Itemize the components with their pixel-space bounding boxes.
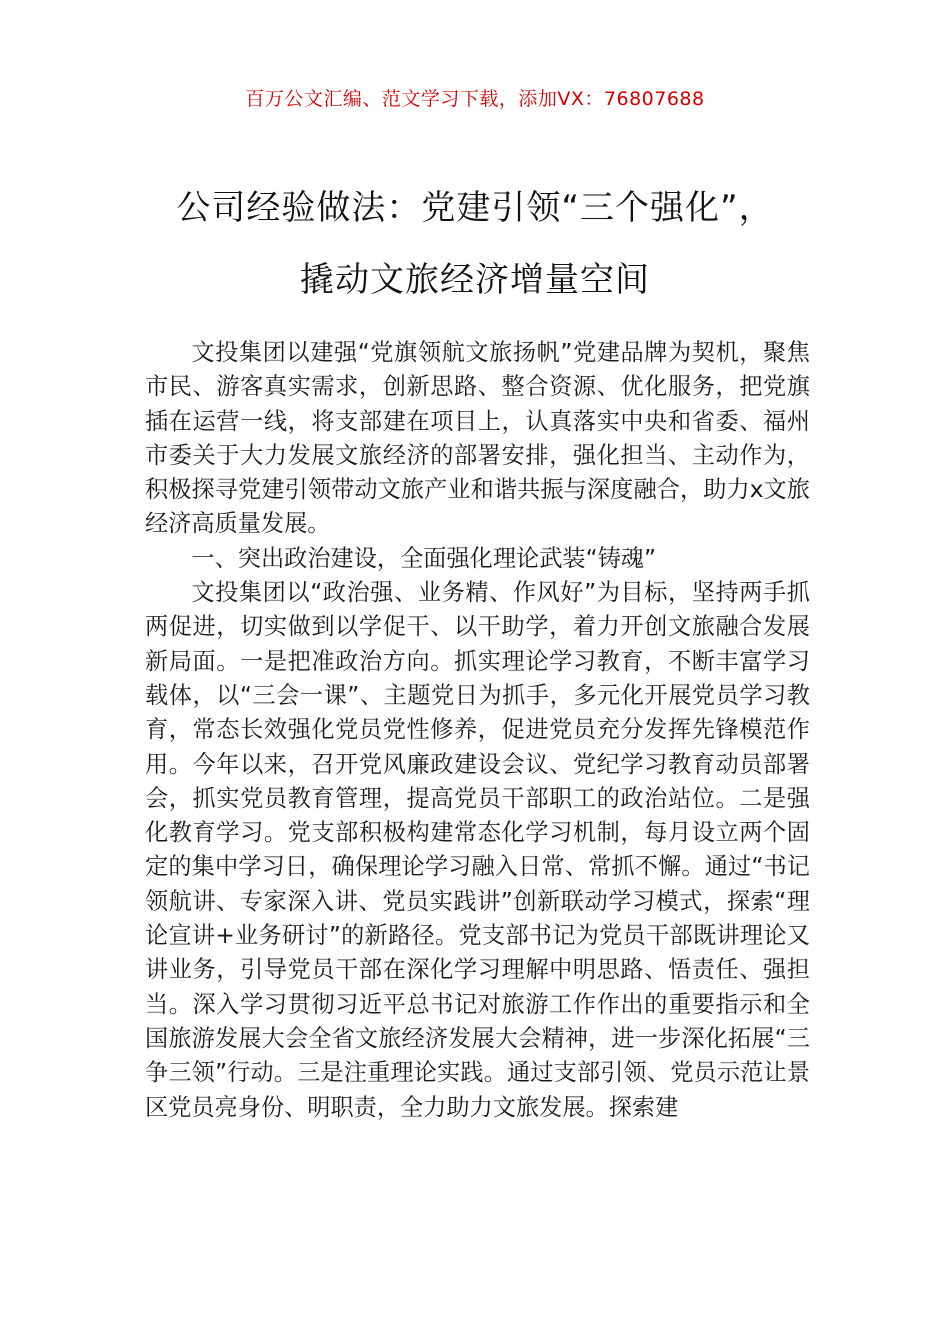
- document-title-line-2: 撬动文旅经济增量空间: [300, 260, 650, 300]
- document-title-line-1: 公司经验做法：党建引领“三个强化”，: [176, 188, 774, 228]
- document-body: [145, 336, 810, 1125]
- section-heading-1: 一、突出政治建设，全面强化理论武装“铸魂”: [191, 544, 656, 572]
- watermark-header: 百万公文汇编、范文学习下载，添加VX：76807688: [245, 88, 705, 110]
- section-1-paragraph: 文投集团以“政治强、业务精、作风好”为目标，坚持两手抓两促进，切实做到以学促干、以干助学，着力开创文旅融合发展新局面。一是把准政治方向。抓实理论学习教育，不断丰富学习载体，以“三会一课”、主题党日为抓手，多元化开展党员学习教育，常态长效强化党员党性修养，促进党员充分发挥先锋模范作用。今年以来，召开党风廉政建设会议、党纪学习教育动员部署会，抓实党员教育管理，提高党员干部职工的政治站位。二是强化教育学习。党支部积极构建常态化学习机制，每月设立两个固定的集中学习日，确保理论学习融入日常、常抓不懈。通过“书记领航讲、专家深入讲、党员实践讲”创新联动学习模式，探索“理论宣讲+业务研讨”的新路径。党支部书记为党员干部既讲理论又讲业务，引导党员干部在深化学习理解中明思路、悟责任、强担当。深入学习贯彻习近平总书记对旅游工作作出的重要指示和全国旅游发展大会全省文旅经济发展大会精神，进一步深化拓展“三争三领”行动。三是注重理论实践。通过支部引领、党员示范让景区党员亮身份、明职责，全力助力文旅发展。探索建: [145, 579, 810, 1121]
- intro-paragraph: 文投集团以建强“党旗领航文旅扬帆”党建品牌为契机，聚焦市民、游客真实需求，创新思路、整合资源、优化服务，把党旗插在运营一线，将支部建在项目上，认真落实中央和省委、福州市委关于大力发展文旅经济的部署安排，强化担当、主动作为，积极探寻党建引领带动文旅产业和谐共振与深度融合，助力x文旅经济高质量发展。: [145, 339, 810, 538]
